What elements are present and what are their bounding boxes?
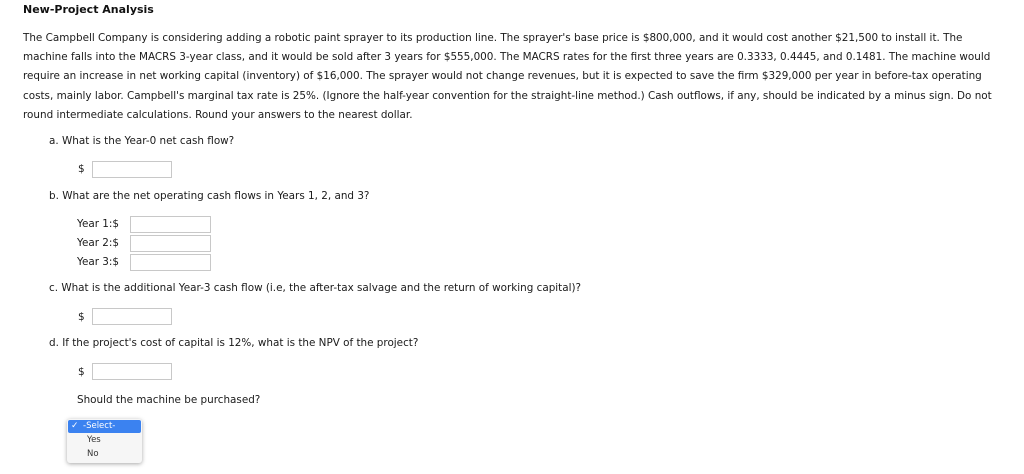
dropdown-option-label: -Select- [83,421,116,431]
year2-label: Year 2:$ [77,237,120,249]
dropdown-option-yes[interactable] [68,434,141,447]
year3-additional-cash-flow-input[interactable] [92,308,172,325]
checkmark-icon: ✓ [71,421,79,431]
problem-statement: The Campbell Company is considering adding a robotic paint sprayer to its production line. The sprayer's base price is $800,000, and it would cost another $21,500 to install it. The machine falls into the MACRS 3-year class, and it would be sold after 3 years for $555,000. The MACRS rates for the first three years are 0.3333, 0.4445, and 0.1481. The machine would require an increase in net working capital (inventory) of $16,000. The sprayer would not change revenues, but it is expected to save the firm $329,000 per year in before-tax operating costs, mainly labor. Campbell's marginal tax rate is 25%. (Ignore the half-year convention for the straight-line method.) Cash outflows, if any, should be indicated by a minus sign. Do not round intermediate calculations. Round your answers to the nearest dollar. [23,32,992,121]
currency-symbol-c: $ [78,311,85,323]
currency-symbol-a: $ [78,163,85,175]
question-c: c. What is the additional Year-3 cash flow (i.e, the after-tax salvage and the return of working capital)? [49,282,582,294]
currency-symbol-d: $ [78,366,85,378]
purchase-question: Should the machine be purchased? [77,394,261,406]
year1-label: Year 1:$ [77,218,120,230]
year3-cash-flow-input[interactable] [130,254,211,271]
dropdown-option-label: No [87,449,99,459]
year2-cash-flow-input[interactable] [130,235,211,252]
purchase-decision-dropdown[interactable] [67,419,142,463]
question-d: d. If the project's cost of capital is 12%, what is the NPV of the project? [49,337,419,349]
npv-input[interactable] [92,363,172,380]
question-a: a. What is the Year-0 net cash flow? [49,135,235,147]
dropdown-option-label: Yes [87,435,101,445]
dropdown-option-no[interactable] [68,448,141,461]
year3-label: Year 3:$ [77,256,120,268]
year1-cash-flow-input[interactable] [130,216,211,233]
dropdown-option-select[interactable] [68,420,141,433]
question-b: b. What are the net operating cash flows in Years 1, 2, and 3? [49,190,370,202]
page-title: New-Project Analysis [23,3,154,16]
year0-cash-flow-input[interactable] [92,161,172,178]
